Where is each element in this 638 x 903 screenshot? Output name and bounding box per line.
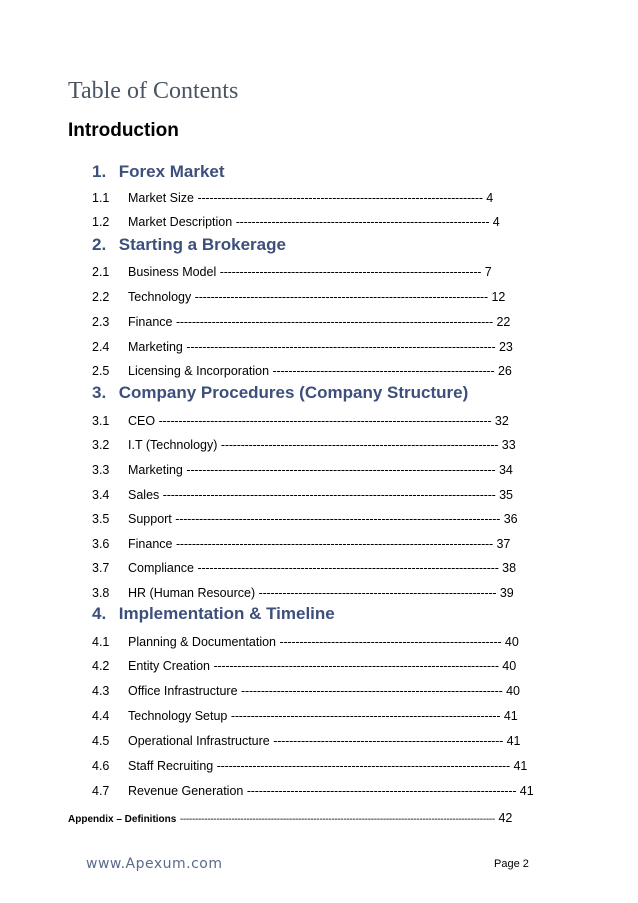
toc-entry-1-1[interactable]: 1.1 Market Size ------------------------------------------------------------------------ 4 [92, 191, 494, 205]
toc-entry-2-3[interactable]: 2.3 Finance -------------------------------------------------------------------------------- 22 [92, 315, 511, 329]
entry-number: 1.1 [92, 191, 110, 205]
entry-label: Revenue Generation [128, 784, 244, 798]
entry-number: 3.7 [92, 561, 110, 575]
entry-page: 40 [504, 635, 519, 649]
section-number: 2. [92, 235, 107, 254]
toc-entry-3-3[interactable]: 3.3 Marketing ------------------------------------------------------------------------------ 34 [92, 463, 513, 477]
entry-number: 4.5 [92, 734, 110, 748]
entry-page: 40 [502, 659, 517, 673]
toc-entry-3-6[interactable]: 3.6 Finance -------------------------------------------------------------------------------- 37 [92, 537, 511, 551]
section-number: 3. [92, 383, 107, 402]
toc-entry-4-7[interactable]: 4.7 Revenue Generation -------------------------------------------------------------------- 41 [92, 784, 534, 798]
entry-label: Office Infrastructure [128, 684, 238, 698]
entry-label: Operational Infrastructure [128, 734, 270, 748]
section-heading-1 [92, 160, 225, 184]
entry-page: 38 [502, 561, 517, 575]
footer-page-number: Page 2 [494, 858, 529, 870]
entry-label: Market Size [128, 191, 194, 205]
entry-page: 4 [486, 191, 494, 205]
entry-page: 40 [506, 684, 520, 698]
entry-number: 2.4 [92, 340, 110, 354]
entry-label: CEO [128, 414, 156, 428]
entry-page: 32 [494, 414, 509, 428]
entry-page: 35 [499, 488, 514, 502]
entry-number: 1.2 [92, 215, 110, 229]
entry-number: 2.5 [92, 364, 110, 378]
entry-label: Marketing [128, 340, 183, 354]
toc-entry-4-3[interactable]: 4.3 Office Infrastructure ------------------------------------------------------------------ 40 [92, 684, 520, 698]
section-title: Forex Market [118, 162, 225, 181]
entry-label: Sales [128, 488, 160, 502]
entry-label: Technology [128, 290, 192, 304]
entry-page: 22 [496, 315, 511, 329]
toc-entry-3-5[interactable]: 3.5 Support ---------------------------------------------------------------------------------- 36 [92, 512, 518, 526]
section-heading-4 [92, 602, 335, 626]
toc-entry-appendix[interactable]: Appendix – Definitions -------------------------------------------------------------------------------------------------------- 42 [68, 811, 513, 825]
section-number: 4. [92, 604, 107, 623]
toc-entry-1-2[interactable]: 1.2 Market Description ---------------------------------------------------------------- 4 [92, 215, 500, 229]
entry-label: Business Model [128, 265, 217, 279]
toc-entry-3-2[interactable]: 3.2 I.T (Technology) ---------------------------------------------------------------------- 33 [92, 438, 516, 452]
entry-label: Support [128, 512, 172, 526]
entry-page: 12 [491, 290, 506, 304]
toc-entry-4-2[interactable]: 4.2 Entity Creation ------------------------------------------------------------------------ 40 [92, 659, 517, 673]
entry-label: Entity Creation [128, 659, 210, 673]
toc-entry-4-6[interactable]: 4.6 Staff Recruiting -------------------------------------------------------------------------- 41 [92, 759, 528, 773]
entry-number: 4.4 [92, 709, 110, 723]
entry-page: 41 [506, 734, 521, 748]
entry-page: 41 [503, 709, 518, 723]
toc-entry-2-1[interactable]: 2.1 Business Model ------------------------------------------------------------------ 7 [92, 265, 492, 279]
entry-label: Technology Setup [128, 709, 228, 723]
section-number: 1. [92, 162, 107, 181]
entry-number: 4.1 [92, 635, 110, 649]
entry-page: 41 [519, 784, 534, 798]
entry-number: 3.5 [92, 512, 110, 526]
section-heading-2 [92, 233, 286, 257]
entry-label: HR (Human Resource) [128, 586, 256, 600]
entry-label: Staff Recruiting [128, 759, 214, 773]
entry-number: 3.6 [92, 537, 110, 551]
entry-page: 7 [484, 265, 492, 279]
toc-entry-3-1[interactable]: 3.1 CEO ------------------------------------------------------------------------------------ 32 [92, 414, 509, 428]
entry-number: 3.4 [92, 488, 110, 502]
section-title: Implementation & Timeline [118, 604, 335, 623]
toc-entry-3-8[interactable]: 3.8 HR (Human Resource) ------------------------------------------------------------ 39 [92, 586, 514, 600]
toc-entry-3-4[interactable]: 3.4 Sales ------------------------------------------------------------------------------------ 35 [92, 488, 514, 502]
entry-page: 36 [503, 512, 518, 526]
appendix-label: Appendix – Definitions [68, 814, 177, 825]
entry-page: 39 [499, 586, 514, 600]
toc-entry-4-5[interactable]: 4.5 Operational Infrastructure ---------------------------------------------------------- 41 [92, 734, 521, 748]
introduction-heading: Introduction [68, 120, 179, 141]
section-title: Starting a Brokerage [118, 235, 286, 254]
entry-label: Finance [128, 537, 173, 551]
footer-website: www.Apexum.com [86, 856, 223, 872]
entry-number: 2.2 [92, 290, 110, 304]
entry-number: 4.7 [92, 784, 110, 798]
toc-entry-4-1[interactable]: 4.1 Planning & Documentation -------------------------------------------------------- 40 [92, 635, 519, 649]
entry-label: Planning & Documentation [128, 635, 277, 649]
entry-label: Compliance [128, 561, 195, 575]
entry-label: I.T (Technology) [128, 438, 218, 452]
entry-page: 37 [496, 537, 511, 551]
entry-page: 41 [513, 759, 528, 773]
entry-label: Market Description [128, 215, 233, 229]
entry-page: 23 [498, 340, 513, 354]
entry-number: 3.3 [92, 463, 110, 477]
toc-entry-2-4[interactable]: 2.4 Marketing ------------------------------------------------------------------------------ 23 [92, 340, 513, 354]
entry-label: Finance [128, 315, 173, 329]
toc-entry-2-5[interactable]: 2.5 Licensing & Incorporation -------------------------------------------------------- 26 [92, 364, 512, 378]
toc-entry-4-4[interactable]: 4.4 Technology Setup -------------------------------------------------------------------- 41 [92, 709, 518, 723]
entry-number: 2.3 [92, 315, 110, 329]
entry-number: 3.1 [92, 414, 110, 428]
toc-entry-2-2[interactable]: 2.2 Technology -------------------------------------------------------------------------- 12 [92, 290, 506, 304]
entry-page: 33 [501, 438, 516, 452]
entry-number: 4.2 [92, 659, 110, 673]
section-heading-3 [92, 381, 468, 405]
entry-page: 26 [497, 364, 512, 378]
entry-label: Licensing & Incorporation [128, 364, 270, 378]
appendix-page: 42 [498, 811, 513, 825]
entry-label: Marketing [128, 463, 183, 477]
toc-title: Table of Contents [68, 78, 239, 104]
entry-number: 4.6 [92, 759, 110, 773]
entry-number: 3.2 [92, 438, 110, 452]
entry-page: 34 [498, 463, 513, 477]
entry-number: 4.3 [92, 684, 110, 698]
toc-entry-3-7[interactable]: 3.7 Compliance ---------------------------------------------------------------------------- 38 [92, 561, 517, 575]
entry-number: 3.8 [92, 586, 110, 600]
entry-page: 4 [492, 215, 500, 229]
entry-number: 2.1 [92, 265, 110, 279]
section-title: Company Procedures (Company Structure) [118, 383, 469, 402]
